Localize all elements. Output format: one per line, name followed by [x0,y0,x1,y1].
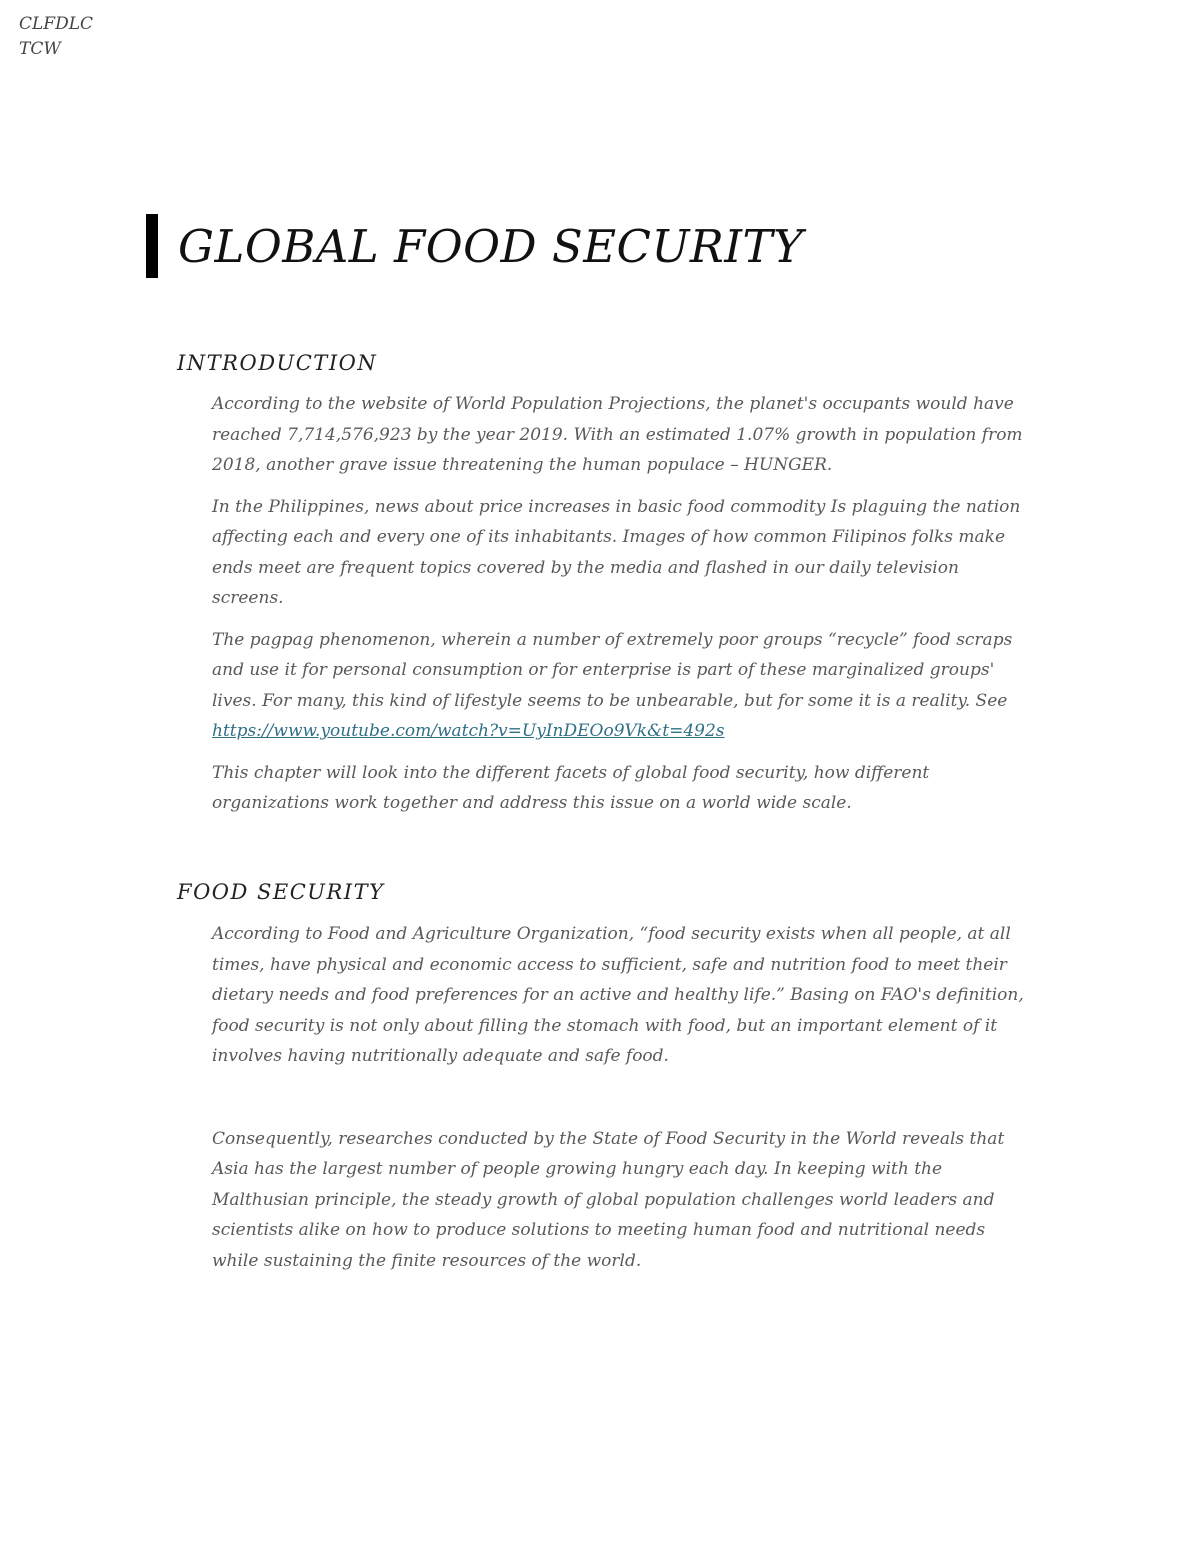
document-header [19,12,93,62]
paragraph-text: The pagpag phenomenon, wherein a number of extremely poor groups “recycle” food scraps and use it for personal consumption or for enterprise is part of these marginalized groups' lives. For many, this kind of lifestyle seems to be unbearable, but for some it is a reality. See [212,629,1013,711]
header-line-2: TCW [19,39,61,59]
paragraph: This chapter will look into the different facets of global food security, how different organizations work together and address this issue on a world wide scale. [212,762,930,813]
paragraph: Consequently, researches conducted by the State of Food Security in the World reveals that Asia has the largest number of people growing hungry each day. In keeping with the Malthusian principle, the steady growth of global population challenges world leaders and scientists alike on how to produce solutions to meeting human food and nutritional needs while sustaining the finite resources of the world. [212,1128,1005,1271]
youtube-link[interactable]: https://www.youtube.com/watch?v=UyInDEOo9Vk&t=492s [212,721,725,741]
title-accent-bar [146,214,158,278]
paragraph: According to the website of World Population Projections, the planet's occupants would have reached 7,714,576,923 by the year 2019. With an estimated 1.07% growth in population from 2018, another grave issue threatening the human populace – HUNGER. [212,394,1023,475]
section-heading-introduction: INTRODUCTION [177,351,378,375]
section-body-introduction [212,389,1032,830]
section-body-food-security [212,919,1032,1287]
title-block [146,214,803,278]
section-heading-food-security: FOOD SECURITY [177,880,385,904]
paragraph: In the Philippines, news about price increases in basic food commodity Is plaguing the nation affecting each and every one of its inhabitants. Images of how common Filipinos folks make ends meet are frequent topics covered by the media and flashed in our daily television screens. [212,496,1021,608]
paragraph: According to Food and Agriculture Organization, “food security exists when all people, at all times, have physical and economic access to sufficient, safe and nutrition food to meet their dietary needs and food preferences for an active and healthy life.” Basing on FAO's definition, food security is not only about filling the stomach with food, but an important element of it involves having nutritionally adequate and safe food. [212,924,1024,1066]
header-line-1: CLFDLC [19,14,94,34]
page-title: GLOBAL FOOD SECURITY [178,219,804,273]
paragraph-with-link [212,625,1032,747]
